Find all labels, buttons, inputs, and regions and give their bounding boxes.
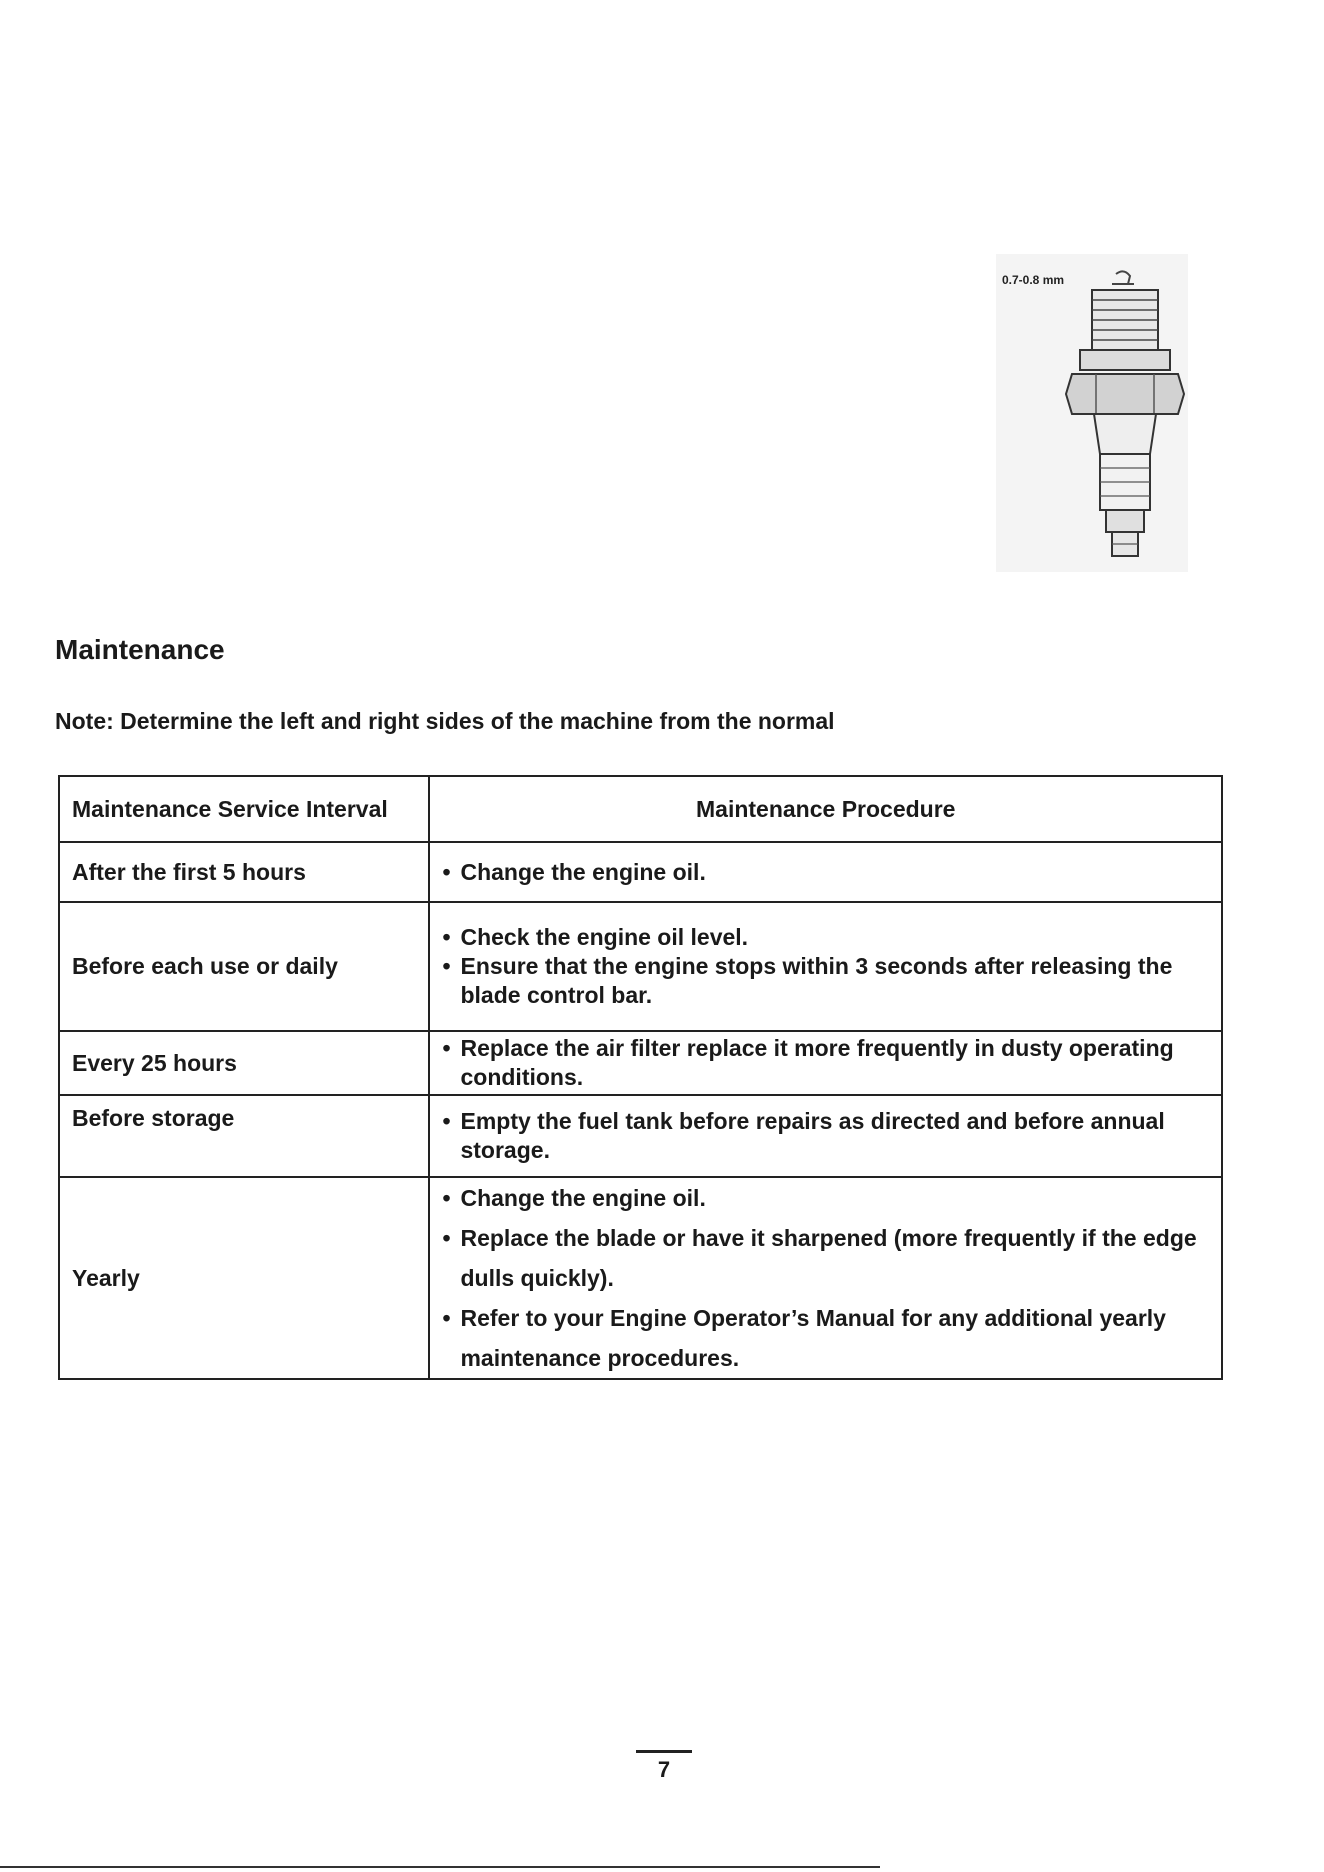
note-text: Note: Determine the left and right sides of the machine from the normal (55, 708, 835, 734)
section-title: Maintenance (55, 634, 225, 665)
procedure-cell (429, 842, 1222, 902)
table-row (59, 842, 1222, 902)
procedure-item: • Empty the fuel tank before repairs as directed and before annual storage. (442, 1107, 1209, 1165)
procedure-cell (429, 902, 1222, 1031)
table-row (59, 1177, 1222, 1379)
procedure-item: • Replace the air filter replace it more frequently in dusty operating conditions. (442, 1034, 1209, 1092)
procedure-item: • Refer to your Engine Operator’s Manual for any additional yearly maintenance procedures. (442, 1298, 1209, 1378)
table-row (59, 1031, 1222, 1095)
interval-cell: Yearly (59, 1177, 429, 1379)
procedure-item: • Change the engine oil. (442, 1178, 1209, 1218)
interval-cell: Every 25 hours (59, 1031, 429, 1095)
procedure-cell (429, 1031, 1222, 1095)
interval-cell: Before storage (59, 1095, 429, 1177)
spark-plug-icon (996, 254, 1188, 572)
interval-cell: After the first 5 hours (59, 842, 429, 902)
footer-divider (0, 1866, 880, 1868)
maintenance-table (58, 775, 1223, 1380)
procedure-item: • Replace the blade or have it sharpened (more frequently if the edge dulls quickly). (442, 1218, 1209, 1298)
column-header-interval: Maintenance Service Interval (59, 776, 429, 842)
procedure-item: • Ensure that the engine stops within 3 seconds after releasing the blade control bar. (442, 952, 1209, 1010)
table-header-row (59, 776, 1222, 842)
table-row (59, 902, 1222, 1031)
procedure-cell (429, 1177, 1222, 1379)
table-row (59, 1095, 1222, 1177)
interval-cell: Before each use or daily (59, 902, 429, 1031)
spark-plug-figure (996, 254, 1188, 572)
column-header-procedure: Maintenance Procedure (429, 776, 1222, 842)
procedure-item: • Change the engine oil. (442, 858, 1209, 887)
page-number: 7 (636, 1750, 692, 1783)
procedure-item: • Check the engine oil level. (442, 923, 1209, 952)
procedure-cell (429, 1095, 1222, 1177)
gap-label: 0.7-0.8 mm (1002, 273, 1065, 287)
